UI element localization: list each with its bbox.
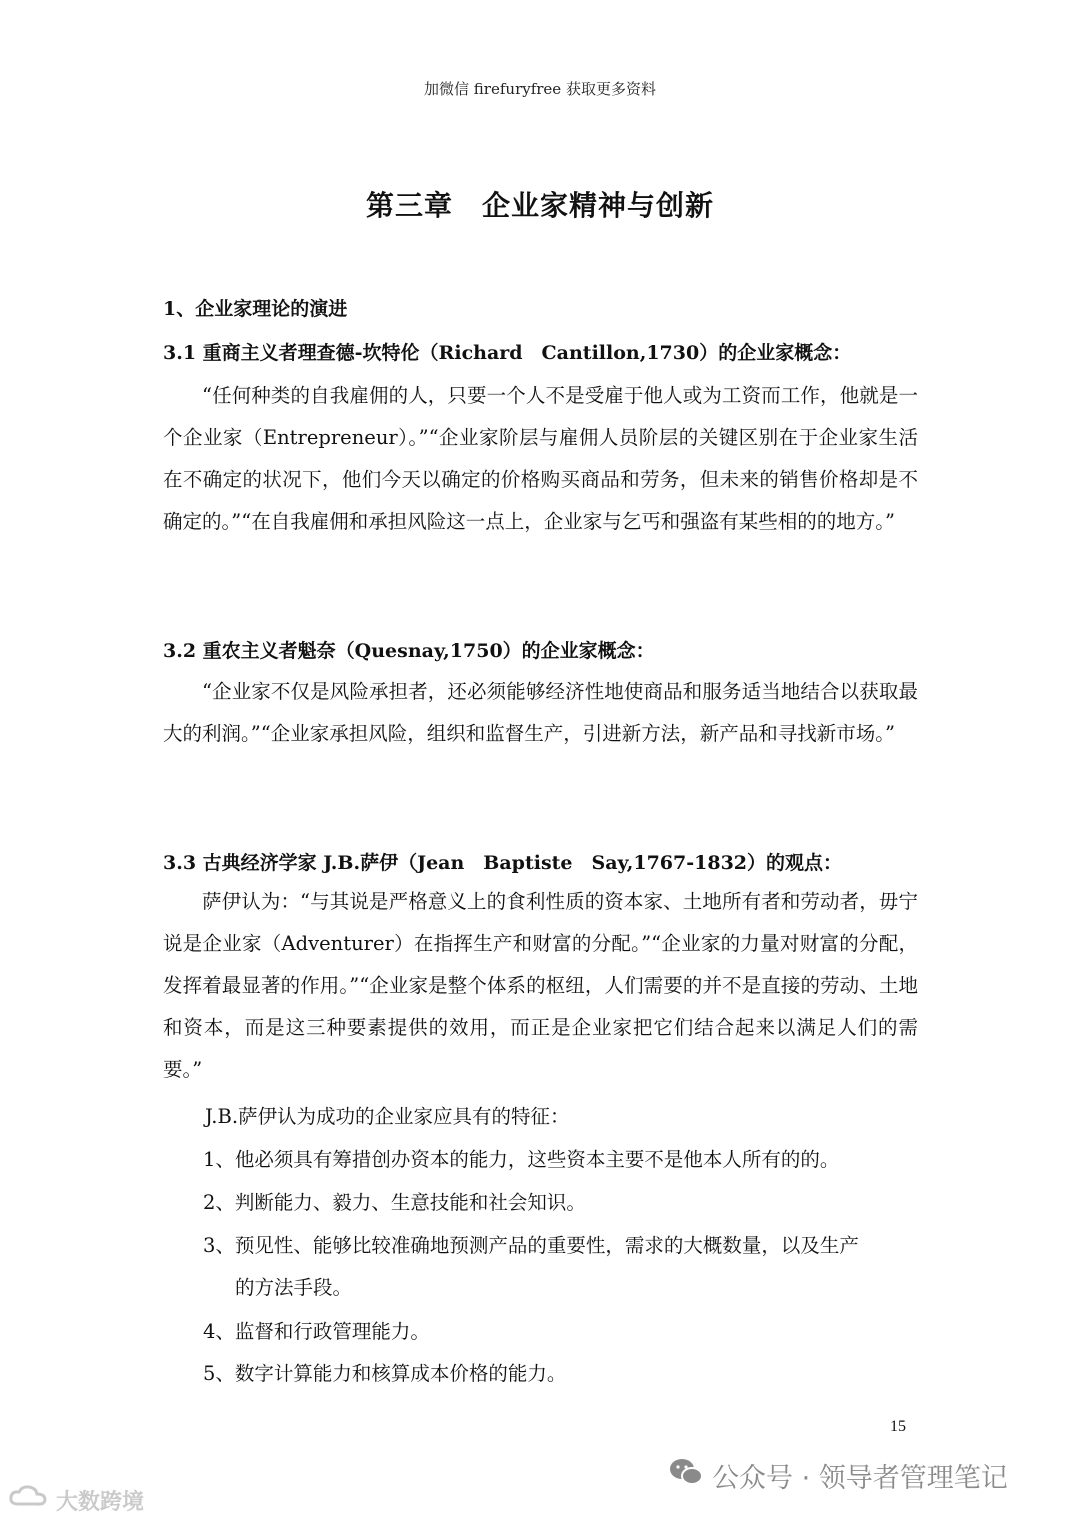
watermark-right xyxy=(668,1456,1008,1495)
watermark-left-text: 大数跨境 xyxy=(56,1489,145,1515)
cloud-logo-icon xyxy=(8,1484,48,1516)
paragraph-3-2: “企业家不仅是风险承担者，还必须能够经济性地使商品和服务适当地结合以获取最大的利润。”“企业家承担风险，组织和监督生产，引进新方法，新产品和寻找新市场。” xyxy=(163,680,918,745)
chapter-title: 第三章 企业家精神与创新 xyxy=(365,189,714,222)
traits-intro: J.B.萨伊认为成功的企业家应具有的特征： xyxy=(205,1105,570,1128)
paragraph-3-1: “任何种类的自我雇佣的人，只要一个人不是受雇于他人或为工资而工作，他就是一个企业家（Entrepreneur）。”“企业家阶层与雇佣人员阶层的关键区别在于企业家生活在不确定的状况下，他们今天以确定的价格购买商品和劳务，但未来的销售价格却是不确定的。”“在自我雇佣和承担风险这一点上，企业家与乞丐和强盗有某些相的的地方。” xyxy=(163,384,918,533)
page-number: 15 xyxy=(890,1418,906,1435)
watermark-left xyxy=(8,1484,144,1516)
trait-item-4: 4、监督和行政管理能力。 xyxy=(203,1320,430,1343)
trait-item-3: 3、预见性、能够比较准确地预测产品的重要性，需求的大概数量，以及生产 xyxy=(203,1234,859,1257)
section-heading-3-2: 3.2 重农主义者魁奈（Quesnay,1750）的企业家概念： xyxy=(163,640,655,662)
section-heading-3-3: 3.3 古典经济学家 J.B.萨伊（Jean Baptiste Say,1767-1832）的观点： xyxy=(163,852,843,874)
watermark-right-text: 公众号 · 领导者管理笔记 xyxy=(712,1463,1008,1494)
trait-item-5: 5、数字计算能力和核算成本价格的能力。 xyxy=(203,1362,567,1385)
trait-item-3-continued: 的方法手段。 xyxy=(235,1276,353,1299)
wechat-icon xyxy=(668,1457,704,1494)
section-heading-1: 1、企业家理论的演进 xyxy=(163,298,348,320)
paragraph-3-3: 萨伊认为：“与其说是严格意义上的食利性质的资本家、土地所有者和劳动者，毋宁说是企业家（Adventurer）在指挥生产和财富的分配。”“企业家的力量对财富的分配，发挥着最显著的作用。”“企业家是整个体系的枢纽，人们需要的并不是直接的劳动、土地和资本，而是这三种要素提供的效用，而正是企业家把它们结合起来以满足人们的需要。” xyxy=(163,890,918,1081)
page-header: 加微信 firefuryfree 获取更多资料 xyxy=(424,80,656,98)
section-heading-3-1: 3.1 重商主义者理查德-坎特伦（Richard Cantillon,1730）的企业家概念： xyxy=(163,342,852,364)
trait-item-1: 1、他必须具有筹措创办资本的能力，这些资本主要不是他本人所有的的。 xyxy=(203,1148,840,1171)
trait-item-2: 2、判断能力、毅力、生意技能和社会知识。 xyxy=(203,1191,586,1214)
